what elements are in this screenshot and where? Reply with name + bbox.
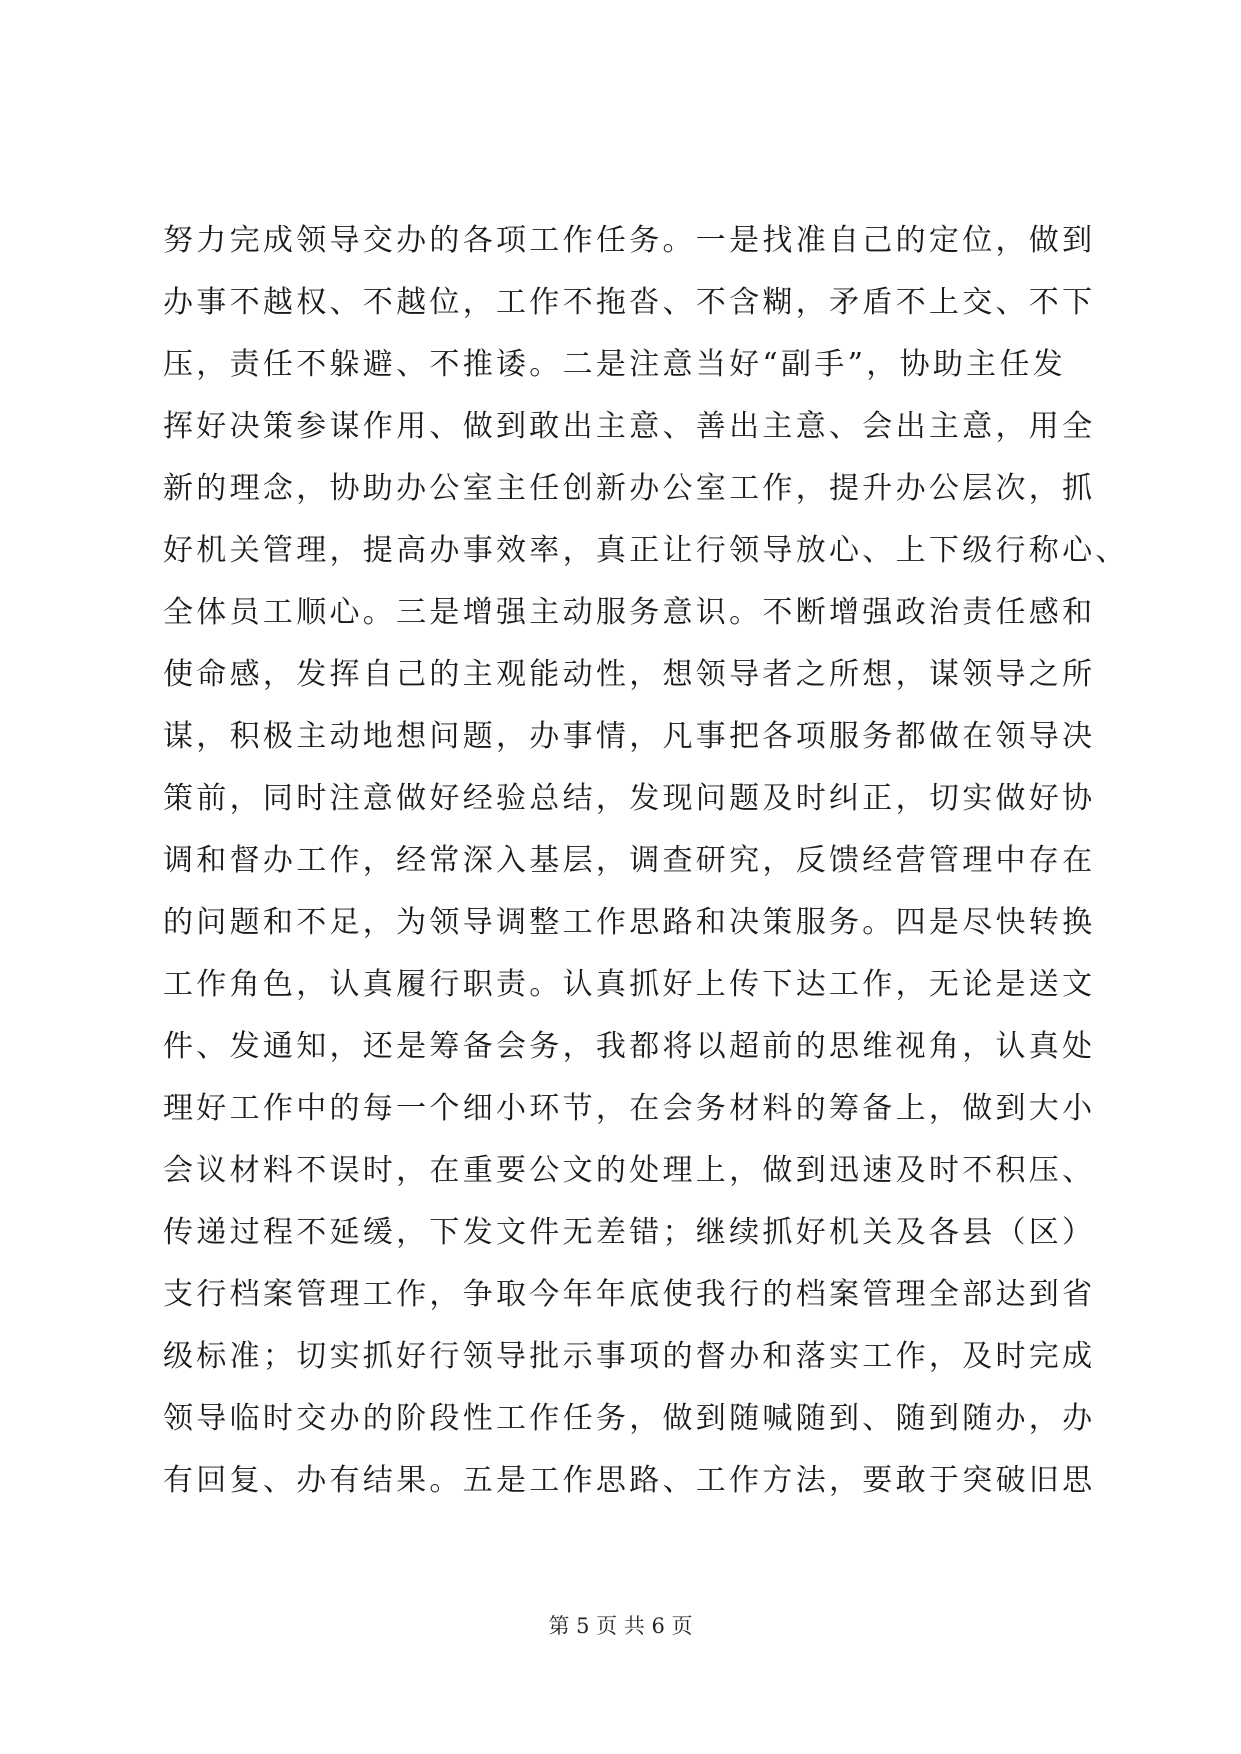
text-line: 件、发通知，还是筹备会务，我都将以超前的思维视角，认真处 [163,1029,1096,1064]
text-line: 支行档案管理工作，争取今年年底使我行的档案管理全部达到省 [163,1277,1096,1312]
text-line: 努力完成领导交办的各项工作任务。一是找准自己的定位，做到 [163,223,1096,258]
text-line: 谋，积极主动地想问题，办事情，凡事把各项服务都做在领导决 [163,719,1096,754]
page-footer: 第 5 页 共 6 页 [548,1614,693,1638]
text-line: 全体员工顺心。三是增强主动服务意识。不断增强政治责任感和 [163,595,1096,630]
text-line: 策前，同时注意做好经验总结，发现问题及时纠正，切实做好协 [163,781,1096,816]
text-line: 传递过程不延缓，下发文件无差错；继续抓好机关及各县（区） [163,1215,1096,1250]
text-line: 的问题和不足，为领导调整工作思路和决策服务。四是尽快转换 [163,905,1096,940]
text-line: 调和督办工作，经常深入基层，调查研究，反馈经营管理中存在 [163,843,1096,878]
text-line: 好机关管理，提高办事效率，真正让行领导放心、上下级行称心、 [163,533,1129,568]
text-line: 理好工作中的每一个细小环节，在会务材料的筹备上，做到大小 [163,1091,1096,1126]
text-line: 工作角色，认真履行职责。认真抓好上传下达工作，无论是送文 [163,967,1096,1002]
text-line: 会议材料不误时，在重要公文的处理上，做到迅速及时不积压、 [163,1153,1096,1188]
body-text [163,210,1129,1512]
text-line: 领导临时交办的阶段性工作任务，做到随喊随到、随到随办，办 [163,1401,1096,1436]
text-line: 挥好决策参谋作用、做到敢出主意、善出主意、会出主意，用全 [163,409,1096,444]
text-line: 有回复、办有结果。五是工作思路、工作方法，要敢于突破旧思 [163,1463,1096,1498]
text-line: 新的理念，协助办公室主任创新办公室工作，提升办公层次，抓 [163,471,1096,506]
text-line: 办事不越权、不越位，工作不拖沓、不含糊，矛盾不上交、不下 [163,285,1096,320]
text-line: 级标准；切实抓好行领导批示事项的督办和落实工作，及时完成 [163,1339,1096,1374]
text-line: 使命感，发挥自己的主观能动性，想领导者之所想，谋领导之所 [163,657,1096,692]
text-line: 压，责任不躲避、不推诿。二是注意当好“副手”，协助主任发 [163,347,1067,382]
